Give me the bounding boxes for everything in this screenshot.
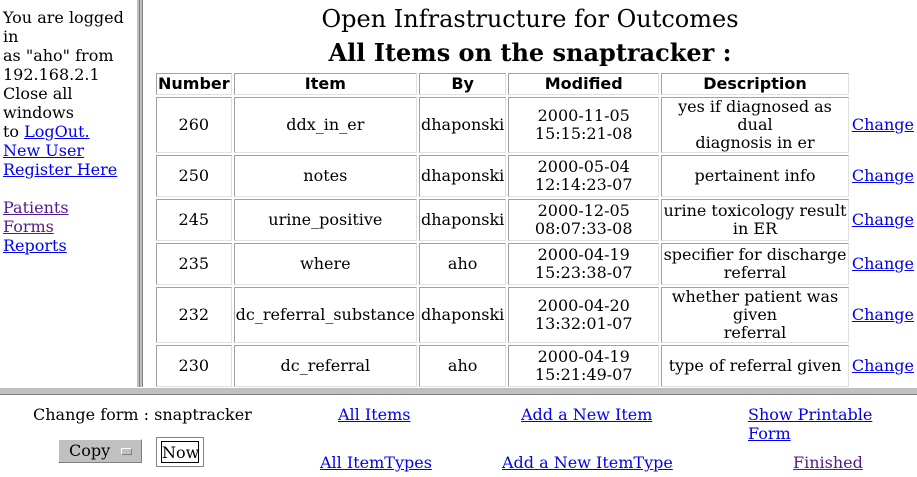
logout-line [3, 122, 136, 141]
cell-modified [508, 287, 659, 343]
cell-modified [508, 97, 659, 153]
change-item-link[interactable]: Change [851, 115, 914, 134]
modified-date: 2000-04-19 [537, 347, 630, 366]
frame-vertical-divider[interactable] [136, 0, 143, 388]
all-items-link[interactable]: All Items [338, 405, 411, 424]
cell-description [661, 97, 849, 153]
register-here-link[interactable]: Register Here [3, 160, 118, 179]
modified-time: 15:21:49-07 [534, 365, 633, 384]
description-line-1: whether patient was given [671, 287, 839, 324]
cell-item: ddx_in_er [234, 97, 417, 153]
items-table [154, 71, 917, 387]
change-form-label: Change form : snaptracker [33, 405, 252, 424]
login-line-1: You are logged in [3, 8, 124, 46]
header-number: Number [158, 74, 230, 93]
description-line-1: urine toxicology result in ER [663, 201, 847, 238]
description-line-2: diagnosis in er [695, 133, 815, 152]
add-new-item-link[interactable]: Add a New Item [521, 405, 653, 424]
modified-date: 2000-04-19 [537, 245, 630, 264]
left-sidebar-frame [0, 0, 136, 387]
cell-change [851, 155, 915, 197]
header-by: By [419, 73, 506, 95]
change-item-link[interactable]: Change [851, 210, 914, 229]
cell-modified [508, 345, 659, 387]
cell-change [851, 243, 915, 285]
description-line-1: pertainent info [694, 166, 816, 185]
cell-number: 230 [156, 345, 232, 387]
modified-time: 13:32:01-07 [534, 314, 633, 333]
description-line-1: specifier for discharge [663, 245, 847, 264]
cell-by: aho [419, 243, 506, 285]
header-description: Description [661, 73, 849, 95]
cell-by: dhaponski [419, 97, 506, 153]
table-row [156, 155, 915, 197]
modified-date: 2000-11-05 [537, 106, 630, 125]
cell-item: urine_positive [234, 199, 417, 241]
cell-item: dc_referral_substance [234, 287, 417, 343]
cell-modified [508, 199, 659, 241]
show-printable-form-link[interactable]: Show Printable Form [748, 405, 873, 443]
register-block [3, 141, 117, 179]
table-row [156, 345, 915, 387]
now-button-frame [156, 437, 204, 467]
cell-number: 245 [156, 199, 232, 241]
cell-description [661, 287, 849, 343]
frame-horizontal-divider[interactable] [0, 387, 917, 395]
cell-description [661, 199, 849, 241]
modified-date: 2000-05-04 [537, 157, 630, 176]
change-item-link[interactable]: Change [851, 254, 914, 273]
table-row [156, 287, 915, 343]
cell-number: 235 [156, 243, 232, 285]
cell-item: dc_referral [234, 345, 417, 387]
cell-number: 232 [156, 287, 232, 343]
nav-reports-link[interactable]: Reports [3, 236, 67, 255]
cell-modified [508, 243, 659, 285]
table-row [156, 97, 915, 153]
modified-time: 12:14:23-07 [534, 175, 633, 194]
bottom-toolbar-frame [0, 395, 917, 477]
close-windows-text: Close all windows [3, 84, 74, 122]
cell-item: notes [234, 155, 417, 197]
option-menu-indicator-icon [121, 448, 132, 455]
new-user-link[interactable]: New User [3, 141, 85, 160]
modified-date: 2000-12-05 [537, 201, 630, 220]
site-title: Open Infrastructure for Outcomes [321, 5, 739, 33]
login-status [3, 8, 136, 84]
nav-forms-link[interactable]: Forms [3, 217, 54, 236]
finished-link[interactable]: Finished [793, 453, 863, 472]
nav-patients-link[interactable]: Patients [3, 198, 69, 217]
cell-item: where [234, 243, 417, 285]
copy-select-value: Copy [69, 441, 111, 460]
header-modified: Modified [508, 73, 659, 95]
logout-prefix: to [3, 122, 20, 141]
description-line-2: referral [723, 263, 787, 282]
description-line-1: yes if diagnosed as dual [678, 97, 832, 134]
cell-by: dhaponski [419, 199, 506, 241]
table-row [156, 243, 915, 285]
logout-link[interactable]: LogOut. [24, 122, 90, 141]
modified-time: 15:15:21-08 [534, 124, 633, 143]
header-change-spacer [851, 73, 915, 95]
page-title: All Items on the snaptracker : [328, 38, 732, 67]
description-line-1: type of referral given [668, 356, 842, 375]
sidebar-nav [3, 198, 69, 255]
modified-time: 15:23:38-07 [534, 263, 633, 282]
items-table-body [156, 97, 915, 387]
change-item-link[interactable]: Change [851, 356, 914, 375]
table-row [156, 199, 915, 241]
cell-change [851, 97, 915, 153]
cell-by: dhaponski [419, 287, 506, 343]
change-item-link[interactable]: Change [851, 166, 914, 185]
add-new-itemtype-link[interactable]: Add a New ItemType [502, 453, 673, 472]
login-line-2: as "aho" from [3, 46, 114, 65]
cell-number: 250 [156, 155, 232, 197]
cell-by: aho [419, 345, 506, 387]
main-content-frame [143, 0, 917, 387]
now-button[interactable]: Now [162, 442, 200, 462]
cell-change [851, 345, 915, 387]
cell-by: dhaponski [419, 155, 506, 197]
cell-number: 260 [156, 97, 232, 153]
cell-description [661, 345, 849, 387]
change-item-link[interactable]: Change [851, 305, 914, 324]
cell-change [851, 287, 915, 343]
logout-block [3, 84, 136, 141]
copy-select-dropdown[interactable] [58, 439, 142, 463]
modified-time: 08:07:33-08 [534, 219, 633, 238]
modified-date: 2000-04-20 [537, 296, 630, 315]
login-ip: 192.168.2.1 [3, 65, 100, 84]
header-item: Item [234, 73, 417, 95]
cell-change [851, 199, 915, 241]
table-header-row [156, 73, 915, 95]
description-line-2: referral [723, 323, 787, 342]
all-itemtypes-link[interactable]: All ItemTypes [320, 453, 432, 472]
cell-modified [508, 155, 659, 197]
cell-description [661, 243, 849, 285]
cell-description [661, 155, 849, 197]
